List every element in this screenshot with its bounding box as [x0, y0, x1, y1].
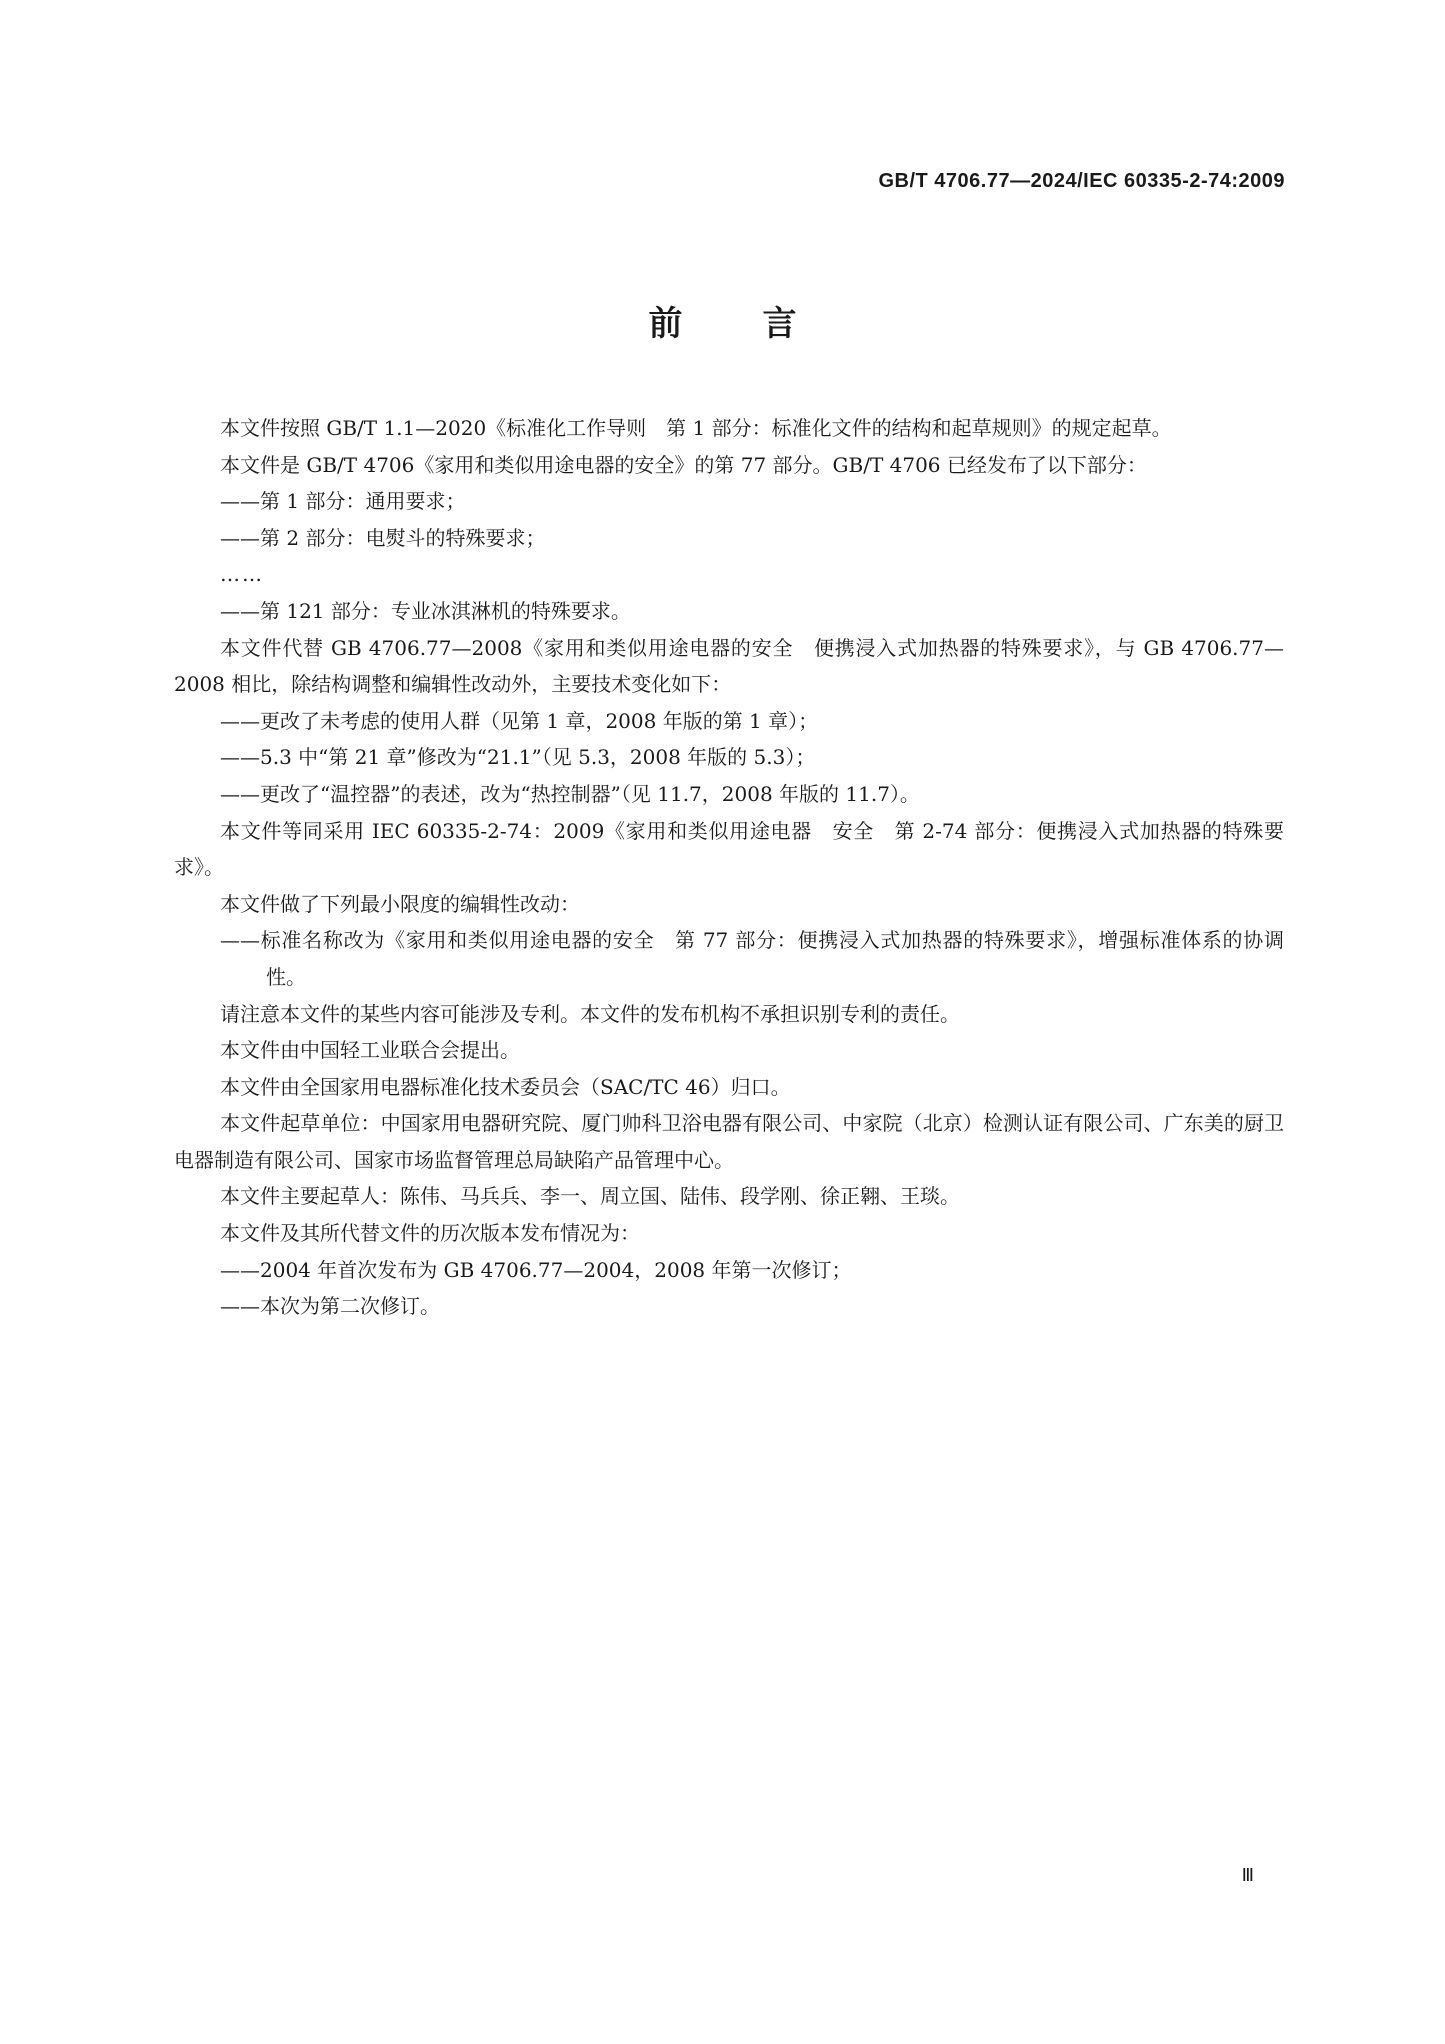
- paragraph: 本文件起草单位：中国家用电器研究院、厦门帅科卫浴电器有限公司、中家院（北京）检测认证有限公司、广东美的厨卫电器制造有限公司、国家市场监督管理总局缺陷产品管理中心。: [174, 1111, 1284, 1172]
- page-title: 前言: [648, 304, 877, 344]
- list-item: ——标准名称改为《家用和类似用途电器的安全 第 77 部分：便携浸入式加热器的特殊要求》，增强标准体系的协调性。: [220, 928, 1284, 989]
- list-item: ——2004 年首次发布为 GB 4706.77—2004，2008 年第一次修订；: [220, 1257, 852, 1282]
- list-item: ——5.3 中“第 21 章”修改为“21.1”（见 5.3，2008 年版的 5.3）；: [220, 745, 816, 770]
- paragraph: 请注意本文件的某些内容可能涉及专利。本文件的发布机构不承担识别专利的责任。: [220, 1001, 960, 1026]
- list-item: ——第 2 部分：电熨斗的特殊要求；: [220, 525, 546, 550]
- foreword-body: [174, 410, 1284, 1325]
- paragraph: 本文件由全国家用电器标准化技术委员会（SAC/TC 46）归口。: [220, 1074, 791, 1099]
- ellipsis: ……: [220, 562, 264, 587]
- paragraph: 本文件按照 GB/T 1.1—2020《标准化工作导则 第 1 部分：标准化文件的结构和起草规则》的规定起草。: [220, 416, 1172, 440]
- paragraph: 本文件由中国轻工业联合会提出。: [220, 1038, 520, 1063]
- list-item: ——本次为第二次修订。: [220, 1294, 440, 1319]
- paragraph: 本文件及其所代替文件的历次版本发布情况为：: [220, 1221, 640, 1246]
- standard-code: GB/T 4706.77—2024/IEC 60335-2-74:2009: [878, 170, 1285, 192]
- paragraph: 本文件主要起草人：陈伟、马兵兵、李一、周立国、陆伟、段学刚、徐正翱、王琰。: [220, 1184, 960, 1209]
- list-item: ——第 121 部分：专业冰淇淋机的特殊要求。: [220, 598, 631, 623]
- paragraph: 本文件做了下列最小限度的编辑性改动：: [220, 891, 580, 916]
- paragraph: 本文件等同采用 IEC 60335-2-74：2009《家用和类似用途电器 安全 第 2-74 部分：便携浸入式加热器的特殊要求》。: [174, 818, 1284, 880]
- paragraph: 本文件代替 GB 4706.77—2008《家用和类似用途电器的安全 便携浸入式加热器的特殊要求》，与 GB 4706.77—2008 相比，除结构调整和编辑性改动外，主要技术变化如下：: [174, 635, 1284, 697]
- page-number: Ⅲ: [1241, 1865, 1253, 1885]
- list-item: ——更改了未考虑的使用人群（见第 1 章，2008 年版的第 1 章）；: [220, 708, 819, 733]
- list-item: ——更改了“温控器”的表述，改为“热控制器”（见 11.7，2008 年版的 11.7）。: [220, 781, 920, 806]
- paragraph: 本文件是 GB/T 4706《家用和类似用途电器的安全》的第 77 部分。GB/T 4706 已经发布了以下部分：: [220, 452, 1147, 477]
- list-item: ——第 1 部分：通用要求；: [220, 489, 466, 514]
